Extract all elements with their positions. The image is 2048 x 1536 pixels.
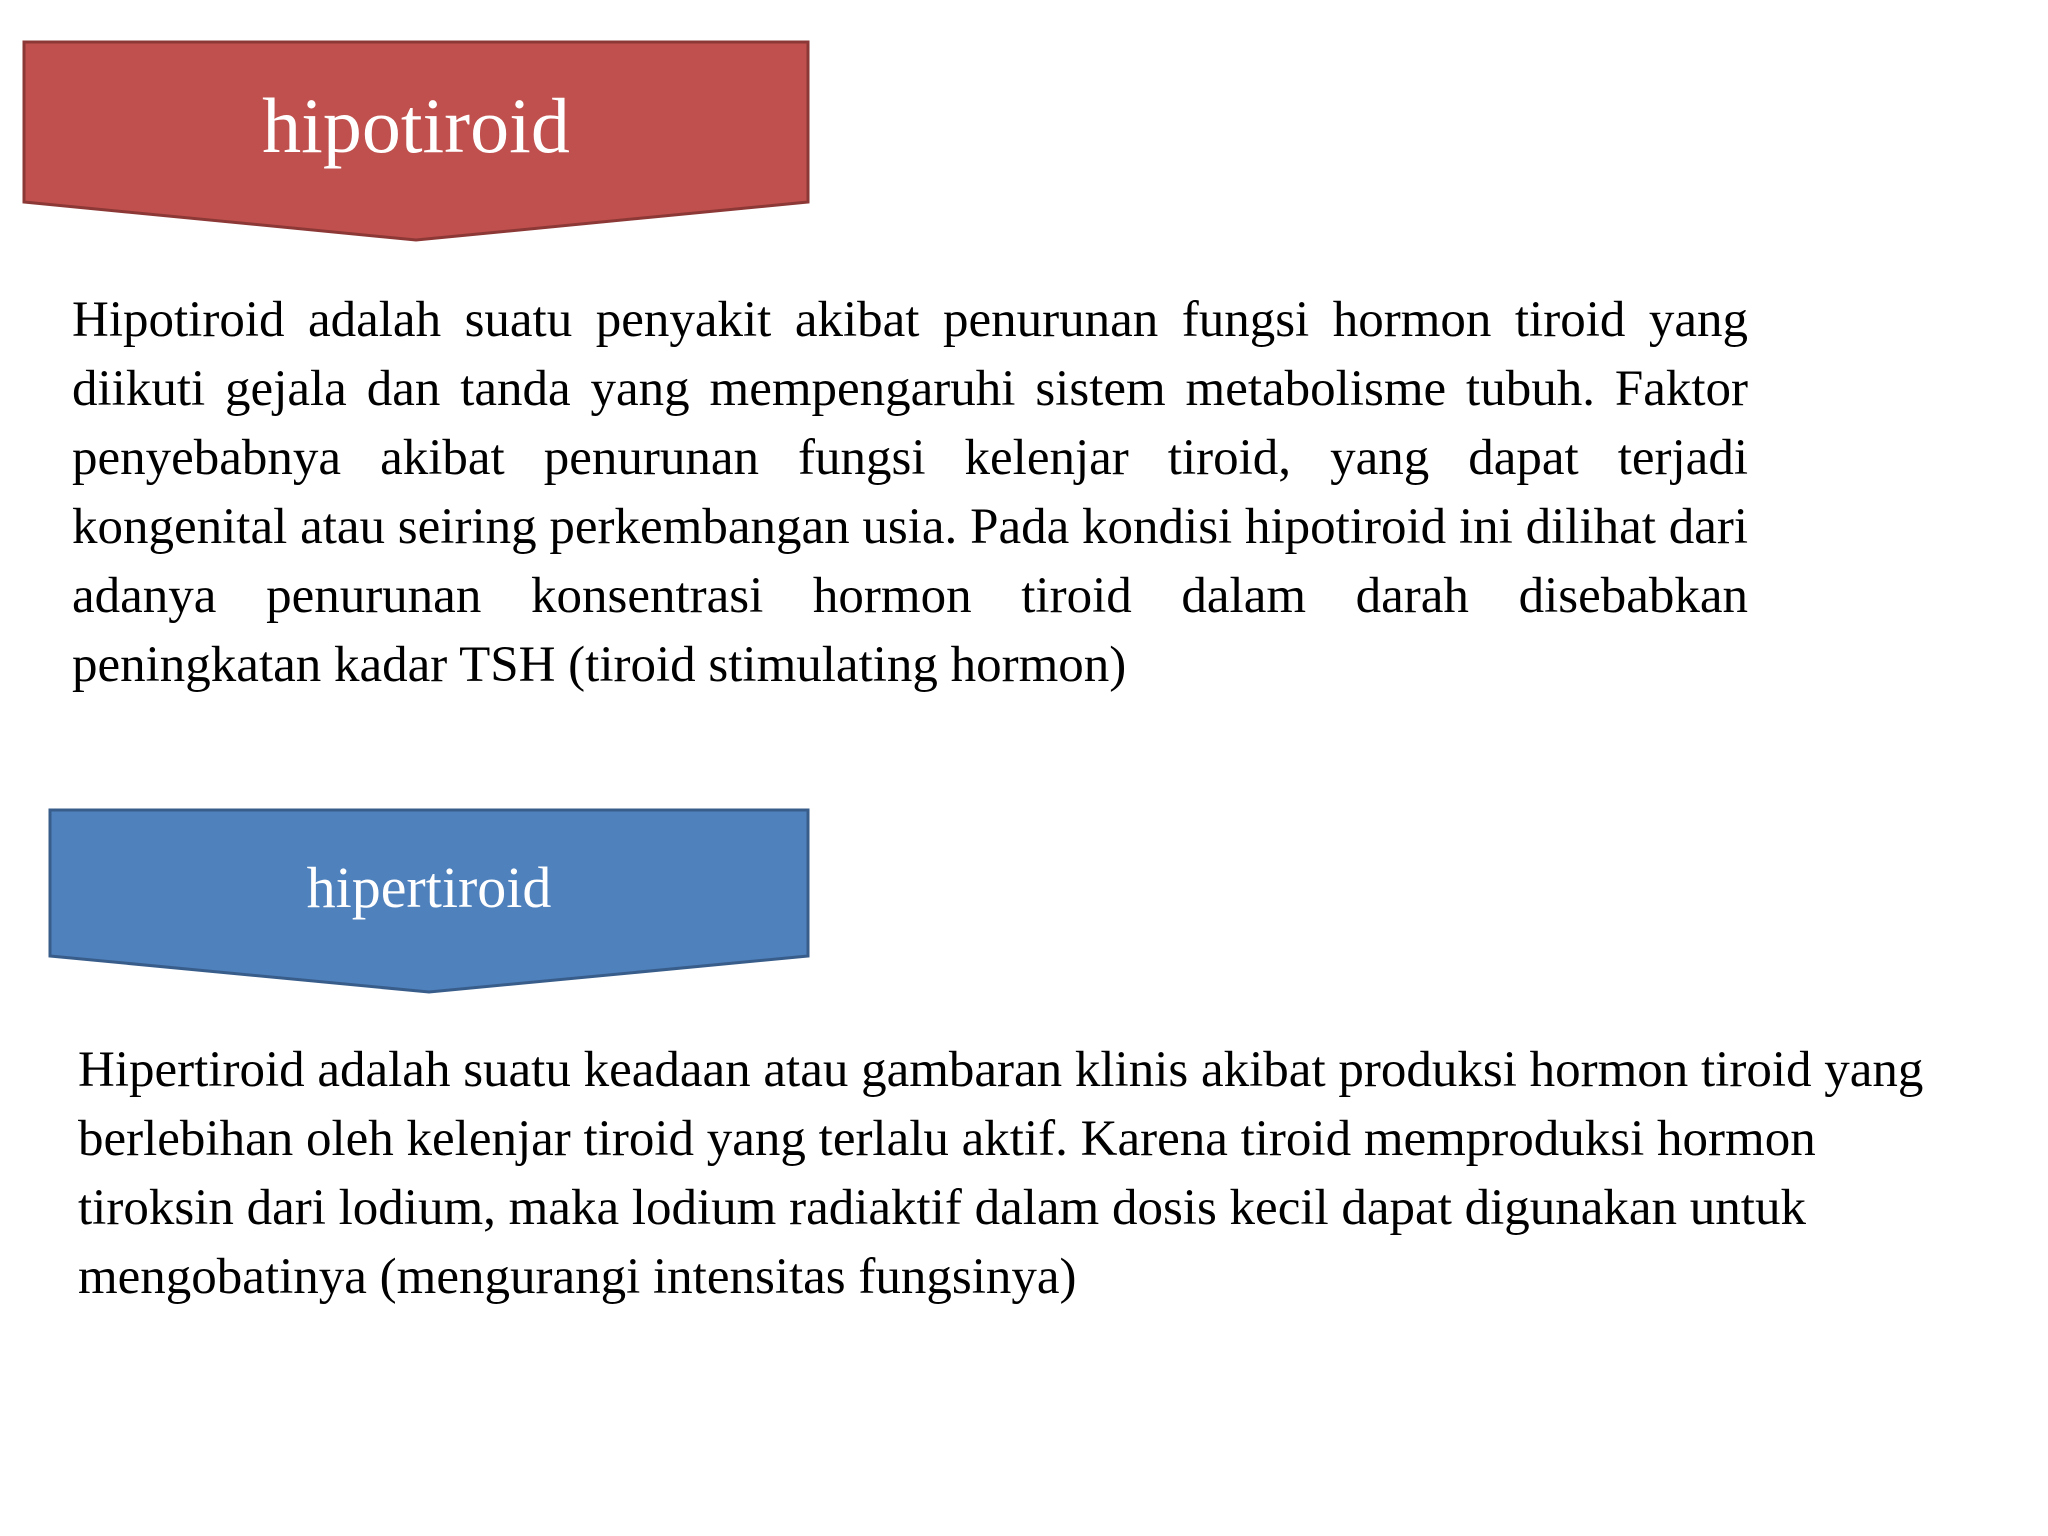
hipotiroid-description: Hipotiroid adalah suatu penyakit akibat penurunan fungsi hormon tiroid yang diikuti gejala dan tanda yang mempengaruhi sistem metabolisme tubuh. Faktor penyebabnya akibat penurunan fungsi kelenjar tiroid, yang dapat terjadi kongenital atau seiring perkembangan usia. Pada kondisi hipotiroid ini dilihat dari adanya penurunan konsentrasi hormon tiroid dalam darah disebabkan peningkatan kadar TSH (tiroid stimulating hormon) bbox=[72, 292, 1748, 693]
hipertiroid-banner bbox=[48, 808, 810, 994]
hipertiroid-description: Hipertiroid adalah suatu keadaan atau gambaran klinis akibat produksi hormon tiroid yang berlebihan oleh kelenjar tiroid yang terlalu aktif. Karena tiroid memproduksi hormon tiroksin dari lodium, maka lodium radiaktif dalam dosis kecil dapat digunakan untuk mengobatinya (mengurangi intensitas fungsinya) bbox=[78, 1042, 1924, 1305]
hipotiroid-heading: hipotiroid bbox=[262, 82, 570, 169]
hipertiroid-heading: hipertiroid bbox=[306, 855, 552, 920]
hipotiroid-banner bbox=[22, 40, 810, 242]
